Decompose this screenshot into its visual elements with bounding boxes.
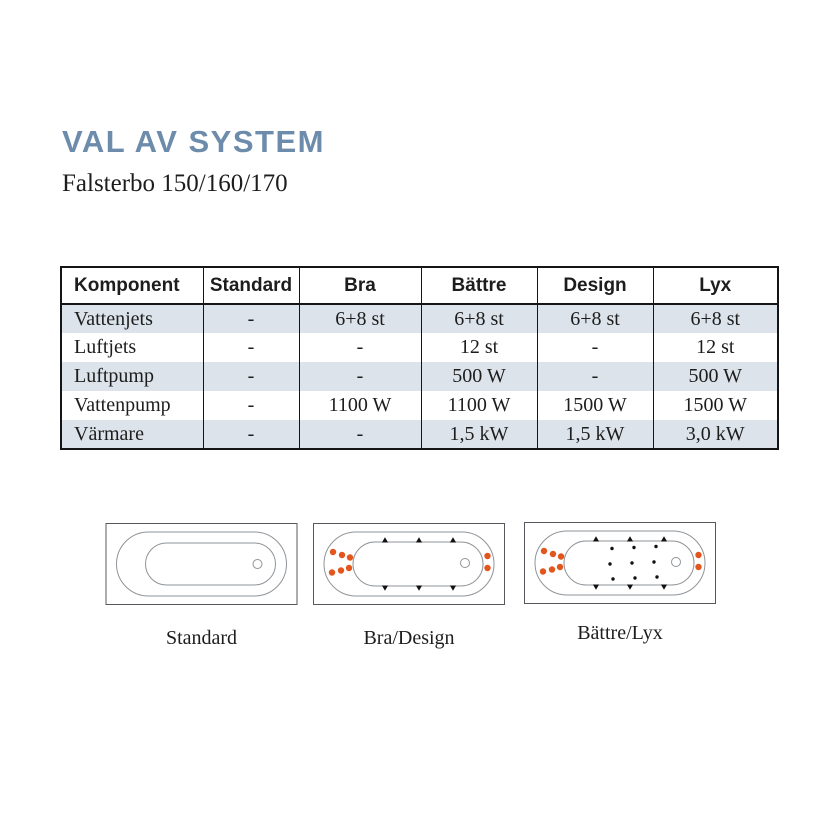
- waterjet-dot: [549, 566, 555, 572]
- cell-value: 1100 W: [299, 391, 421, 420]
- column-header-lyx: Lyx: [653, 267, 778, 304]
- waterjet-dot: [339, 552, 345, 558]
- cell-value: -: [537, 362, 653, 391]
- column-header-design: Design: [537, 267, 653, 304]
- waterjet-dot: [338, 567, 344, 573]
- drain-icon: [253, 560, 262, 569]
- cell-value: 1500 W: [653, 391, 778, 420]
- cell-value: -: [203, 362, 299, 391]
- system-options-table: [60, 266, 779, 450]
- waterjet-dot: [695, 564, 701, 570]
- tub-diagram-standard-icon: [105, 523, 298, 605]
- waterjet-dot: [346, 565, 352, 571]
- row-label: Värmare: [74, 422, 144, 445]
- airjet-dot: [610, 547, 613, 550]
- header-row: [61, 267, 778, 304]
- cell-value: 6+8 st: [537, 304, 653, 333]
- waterjet-dot: [558, 553, 564, 559]
- cell-value: -: [299, 333, 421, 362]
- cell-value: -: [203, 333, 299, 362]
- row-label: Luftpump: [74, 365, 154, 387]
- column-header-battre: Bättre: [421, 267, 537, 304]
- cell-value: 12 st: [421, 333, 537, 362]
- airjet-dot: [611, 577, 614, 580]
- tub-caption-bra-design: Bra/Design: [363, 627, 455, 649]
- tub-outer-box: [314, 524, 505, 605]
- airjet-dot: [632, 546, 635, 549]
- waterjet-dot: [557, 564, 563, 570]
- cell-value: -: [299, 420, 421, 449]
- waterjet-dot: [329, 569, 335, 575]
- page-title: VAL AV SYSTEM: [62, 124, 325, 159]
- cell-value: 6+8 st: [421, 304, 537, 333]
- airjet-dot: [608, 562, 611, 565]
- airjet-dot: [630, 561, 633, 564]
- cell-value: 1500 W: [537, 391, 653, 420]
- drain-icon: [672, 558, 681, 567]
- table-body: [61, 304, 778, 449]
- airjet-dot: [652, 560, 655, 563]
- cell-value: 1,5 kW: [421, 420, 537, 449]
- tub-figure-standard: [105, 523, 298, 650]
- tub-caption-standard: Standard: [165, 627, 238, 649]
- waterjet-dot: [484, 553, 490, 559]
- table-row-luftpump: [61, 362, 778, 391]
- table-row-luftjets: [61, 333, 778, 362]
- cell-value: 6+8 st: [653, 304, 778, 333]
- row-label: Luftjets: [74, 336, 137, 358]
- cell-value: 6+8 st: [299, 304, 421, 333]
- airjet-dot: [654, 545, 657, 548]
- column-header-standard: Standard: [203, 267, 299, 304]
- page-subtitle: Falsterbo 150/160/170: [62, 170, 288, 197]
- waterjet-dot: [484, 565, 490, 571]
- cell-value: 1100 W: [421, 391, 537, 420]
- cell-value: -: [537, 333, 653, 362]
- column-header-komponent: Komponent: [61, 267, 203, 304]
- row-label: Vattenjets: [74, 307, 153, 330]
- cell-value: 500 W: [421, 362, 537, 391]
- waterjet-dot: [695, 552, 701, 558]
- tub-diagram-bra-design-icon: [313, 523, 505, 605]
- table-row-varmare: [61, 420, 778, 449]
- waterjet-dot: [541, 548, 547, 554]
- cell-value: 1,5 kW: [537, 420, 653, 449]
- tub-diagram-battre-lyx-icon: [524, 522, 716, 604]
- cell-value: -: [203, 304, 299, 333]
- waterjet-dot: [540, 568, 546, 574]
- tub-figure-battre-lyx: [524, 522, 716, 645]
- cell-value: 500 W: [653, 362, 778, 391]
- tub-figure-bra-design: [313, 523, 505, 650]
- cell-value: -: [203, 420, 299, 449]
- tub-outer-box: [106, 524, 297, 605]
- column-header-bra: Bra: [299, 267, 421, 304]
- waterjet-dot: [330, 549, 336, 555]
- airjet-dot: [633, 576, 636, 579]
- table-row-vattenpump: [61, 391, 778, 420]
- cell-value: -: [299, 362, 421, 391]
- drain-icon: [461, 559, 470, 568]
- cell-value: 12 st: [653, 333, 778, 362]
- cell-value: 3,0 kW: [653, 420, 778, 449]
- table-row-vattenjets: [61, 304, 778, 333]
- waterjet-dot: [347, 554, 353, 560]
- cell-value: -: [203, 391, 299, 420]
- waterjet-dot: [550, 551, 556, 557]
- airjet-dot: [655, 575, 658, 578]
- table-header: [61, 267, 778, 304]
- row-label: Vattenpump: [74, 394, 171, 416]
- tub-outer-box: [525, 523, 716, 604]
- tub-caption-battre-lyx: Bättre/Lyx: [577, 622, 663, 644]
